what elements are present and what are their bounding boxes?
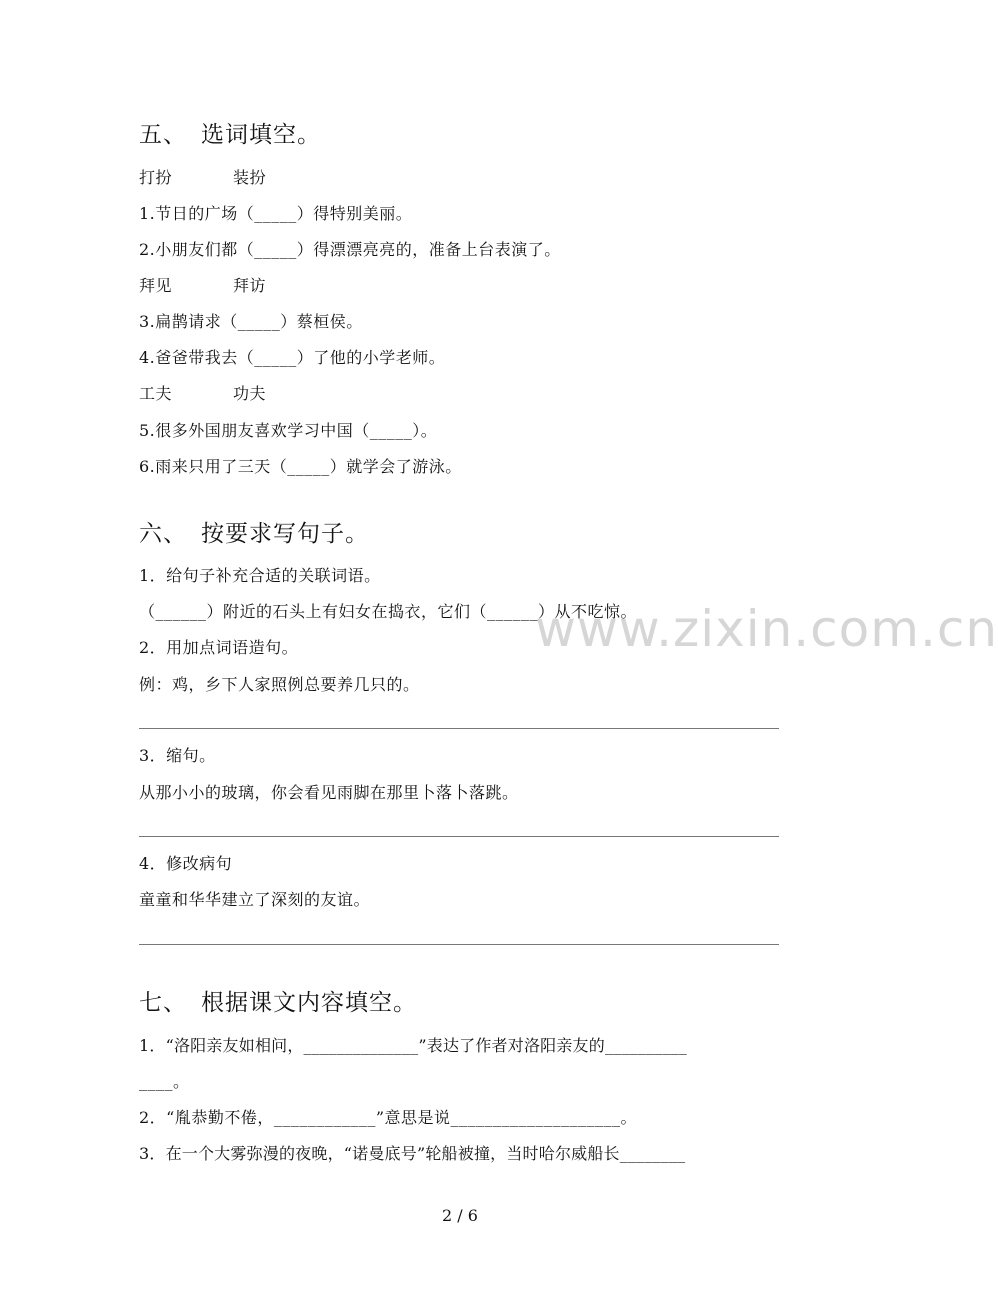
section-7-title: 根据课文内容填空。 xyxy=(201,990,417,1016)
word-pair-1 xyxy=(139,167,266,189)
word-option: 功夫 xyxy=(233,384,267,403)
task-6-1-text: （______）附近的石头上有妇女在捣衣，它们（______）从不吃惊。 xyxy=(139,602,638,621)
word-pair-3 xyxy=(139,383,266,405)
section-5-number: 五、 xyxy=(139,122,187,148)
section-5-title: 选词填空。 xyxy=(201,122,321,148)
question-5-2: 2.小朋友们都（_____）得漂漂亮亮的，准备上台表演了。 xyxy=(139,240,561,259)
question-7-1-continued: ____。 xyxy=(139,1072,190,1091)
task-6-4-text: 童童和华华建立了深刻的友谊。 xyxy=(139,890,371,909)
question-7-2: 2．“胤恭勤不倦，____________”意思是说____________________。 xyxy=(139,1108,638,1127)
section-7-heading xyxy=(139,988,417,1018)
task-6-1-title: 1．给句子补充合适的关联词语。 xyxy=(139,566,381,585)
question-5-4: 4.爸爸带我去（_____）了他的小学老师。 xyxy=(139,348,446,367)
question-5-6: 6.雨来只用了三天（_____）就学会了游泳。 xyxy=(139,457,462,476)
question-7-1: 1．“洛阳亲友如相问，______________”表达了作者对洛阳亲友的__________ xyxy=(139,1036,687,1055)
word-option: 工夫 xyxy=(139,384,173,403)
section-7-number: 七、 xyxy=(139,990,187,1016)
question-5-3: 3.扁鹊请求（_____）蔡桓侯。 xyxy=(139,312,363,331)
section-6-number: 六、 xyxy=(139,521,187,547)
task-6-4-title: 4．修改病句 xyxy=(139,854,233,873)
task-6-2-title: 2．用加点词语造句。 xyxy=(139,638,299,657)
page-number: 2 / 6 xyxy=(442,1206,478,1225)
word-option: 拜访 xyxy=(233,276,267,295)
question-5-1: 1.节日的广场（_____）得特别美丽。 xyxy=(139,204,413,223)
section-5-heading xyxy=(139,120,321,150)
word-pair-2 xyxy=(139,275,266,297)
task-6-2-text: 例：鸡，乡下人家照例总要养几只的。 xyxy=(139,675,420,694)
task-6-3-title: 3．缩句。 xyxy=(139,746,216,765)
word-option: 拜见 xyxy=(139,276,173,295)
question-5-5: 5.很多外国朋友喜欢学习中国（_____）。 xyxy=(139,421,438,440)
watermark: www.zixin.com.cn xyxy=(535,600,998,658)
word-option: 打扮 xyxy=(139,168,173,187)
answer-line[interactable] xyxy=(139,728,779,729)
section-6-heading xyxy=(139,519,369,549)
task-6-3-text: 从那小小的玻璃，你会看见雨脚在那里卜落卜落跳。 xyxy=(139,783,519,802)
word-option: 装扮 xyxy=(233,168,267,187)
answer-line[interactable] xyxy=(139,836,779,837)
section-6-title: 按要求写句子。 xyxy=(201,521,369,547)
question-7-3: 3．在一个大雾弥漫的夜晚，“诺曼底号”轮船被撞，当时哈尔威船长________ xyxy=(139,1144,686,1163)
answer-line[interactable] xyxy=(139,944,779,945)
